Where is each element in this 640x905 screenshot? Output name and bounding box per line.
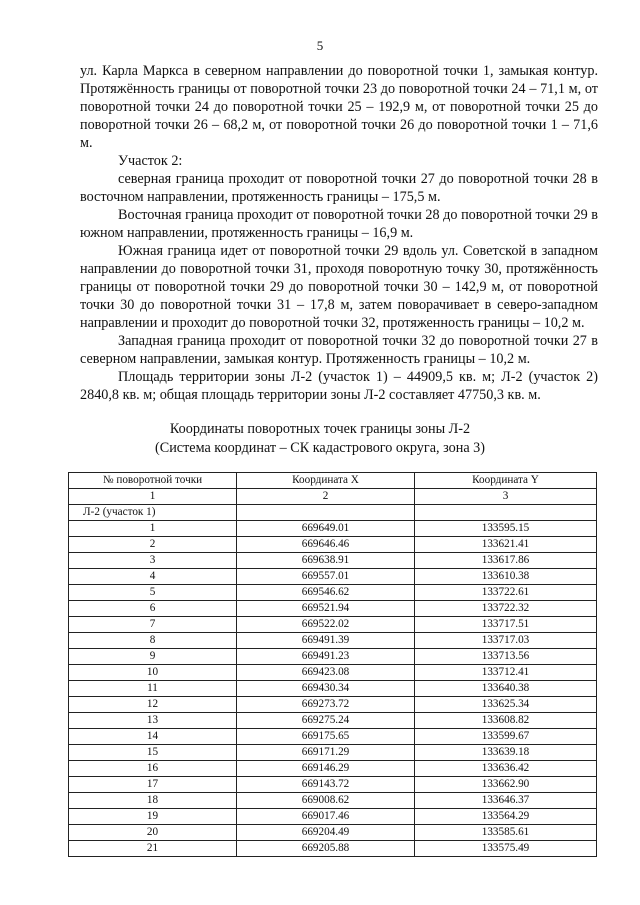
coordinate-y-cell: 133639.18 — [415, 745, 597, 761]
point-number-cell: 11 — [69, 681, 237, 697]
table-row — [69, 713, 597, 729]
table-row — [69, 585, 597, 601]
coordinate-x-cell: 669557.01 — [237, 569, 415, 585]
coordinate-y-cell: 133585.61 — [415, 825, 597, 841]
coordinate-x-cell: 669146.29 — [237, 761, 415, 777]
paragraph-east-border: Восточная граница проходит от поворотной точки 28 до поворотной точки 29 в южном направлении, протяженность границы – 16,9 м. — [80, 207, 598, 241]
point-number-cell: 13 — [69, 713, 237, 729]
column-number: 1 — [69, 489, 237, 505]
coordinate-y-cell: 133564.29 — [415, 809, 597, 825]
coordinate-x-cell: 669008.62 — [237, 793, 415, 809]
coordinate-y-cell: 133722.61 — [415, 585, 597, 601]
table-row — [69, 745, 597, 761]
point-number-cell: 9 — [69, 649, 237, 665]
table-row — [69, 617, 597, 633]
coordinate-y-cell: 133608.82 — [415, 713, 597, 729]
paragraph-north-border: северная граница проходит от поворотной точки 27 до поворотной точки 28 в восточном направлении, протяженность границы – 175,5 м. — [80, 171, 598, 205]
coordinate-y-cell: 133595.15 — [415, 521, 597, 537]
empty-cell — [237, 505, 415, 521]
coordinate-y-cell: 133575.49 — [415, 841, 597, 857]
header-coordinate-y: Координата Y — [415, 473, 597, 489]
table-row — [69, 761, 597, 777]
table-row — [69, 601, 597, 617]
coordinate-x-cell: 669491.39 — [237, 633, 415, 649]
table-row — [69, 633, 597, 649]
coordinate-x-cell: 669143.72 — [237, 777, 415, 793]
coordinate-y-cell: 133722.32 — [415, 601, 597, 617]
coordinate-x-cell: 669521.94 — [237, 601, 415, 617]
table-row — [69, 809, 597, 825]
point-number-cell: 19 — [69, 809, 237, 825]
paragraph-plot2-heading: Участок 2: — [118, 153, 183, 169]
coordinate-x-cell: 669171.29 — [237, 745, 415, 761]
point-number-cell: 4 — [69, 569, 237, 585]
coordinate-x-cell: 669546.62 — [237, 585, 415, 601]
point-number-cell: 6 — [69, 601, 237, 617]
header-coordinate-x: Координата X — [237, 473, 415, 489]
section-label: Л-2 (участок 1) — [69, 505, 237, 521]
page-number: 5 — [316, 38, 324, 53]
point-number-cell: 8 — [69, 633, 237, 649]
paragraph-south-border: Южная граница идет от поворотной точки 29 вдоль ул. Советской в западном направлении до поворотной точки 31, проходя поворотную точку 30, протяжённость границы от поворотной точки 29 до поворотной точки 30 – 142,9 м, от поворотной точки 30 до поворотной точки 31 – 17,8 м, затем поворачивает в северо-западном направлении и проходит до поворотной точки 32, протяженность границы – 10,2 м. — [80, 243, 598, 331]
coordinate-y-cell: 133625.34 — [415, 697, 597, 713]
coordinate-x-cell: 669175.65 — [237, 729, 415, 745]
point-number-cell: 1 — [69, 521, 237, 537]
coordinate-x-cell: 669017.46 — [237, 809, 415, 825]
paragraph-west-border: Западная граница проходит от поворотной точки 32 до поворотной точки 27 в северном направлении, замыкая контур. Протяженность границы – 10,2 м. — [80, 333, 598, 367]
table-row — [69, 729, 597, 745]
point-number-cell: 18 — [69, 793, 237, 809]
coordinate-y-cell: 133640.38 — [415, 681, 597, 697]
table-row — [69, 649, 597, 665]
coordinate-x-cell: 669491.23 — [237, 649, 415, 665]
table-row — [69, 697, 597, 713]
paragraph-area: Площадь территории зоны Л-2 (участок 1) – 44909,5 кв. м; Л-2 (участок 2) 2840,8 кв. м; общая площадь территории зоны Л-2 составляет 47750,3 кв. м. — [80, 369, 598, 403]
point-number-cell: 2 — [69, 537, 237, 553]
point-number-cell: 12 — [69, 697, 237, 713]
table-row — [69, 681, 597, 697]
point-number-cell: 10 — [69, 665, 237, 681]
coordinate-y-cell: 133712.41 — [415, 665, 597, 681]
point-number-cell: 7 — [69, 617, 237, 633]
coordinate-y-cell: 133646.37 — [415, 793, 597, 809]
point-number-cell: 20 — [69, 825, 237, 841]
coordinate-y-cell: 133610.38 — [415, 569, 597, 585]
coordinate-y-cell: 133717.03 — [415, 633, 597, 649]
table-row — [69, 553, 597, 569]
table-row — [69, 537, 597, 553]
column-number: 3 — [415, 489, 597, 505]
table-row — [69, 569, 597, 585]
table-caption-coordinate-system: (Система координат – СК кадастрового округа, зона 3) — [155, 440, 485, 456]
coordinate-x-cell: 669275.24 — [237, 713, 415, 729]
coordinate-x-cell: 669646.46 — [237, 537, 415, 553]
table-row — [69, 793, 597, 809]
coordinate-x-cell: 669638.91 — [237, 553, 415, 569]
header-point-number: № поворотной точки — [69, 473, 237, 489]
coordinate-y-cell: 133636.42 — [415, 761, 597, 777]
point-number-cell: 21 — [69, 841, 237, 857]
table-row — [69, 521, 597, 537]
table-header-row — [69, 473, 597, 489]
body-text — [80, 62, 598, 404]
coordinate-x-cell: 669649.01 — [237, 521, 415, 537]
table-column-numbers-row — [69, 489, 597, 505]
coordinate-y-cell: 133617.86 — [415, 553, 597, 569]
point-number-cell: 14 — [69, 729, 237, 745]
table-row — [69, 825, 597, 841]
table-row — [69, 841, 597, 857]
coordinate-y-cell: 133717.51 — [415, 617, 597, 633]
coordinate-y-cell: 133662.90 — [415, 777, 597, 793]
paragraph-plot1-end: ул. Карла Маркса в северном направлении до поворотной точки 1, замыкая контур. Протяжённость границы от поворотной точки 23 до поворотной точки 24 – 71,1 м, от поворотной точки 24 до поворотной точки 25 – 192,9 м, от поворотной точки 25 до поворотной точки 26 – 68,2 м, от поворотной точки 26 до поворотной точки 1 – 71,6 м. — [80, 63, 598, 151]
table-caption-title: Координаты поворотных точек границы зоны Л-2 — [169, 421, 471, 437]
coordinate-x-cell: 669522.02 — [237, 617, 415, 633]
point-number-cell: 15 — [69, 745, 237, 761]
table-section-row — [69, 505, 597, 521]
coordinates-table — [68, 472, 597, 857]
coordinate-x-cell: 669273.72 — [237, 697, 415, 713]
table-row — [69, 665, 597, 681]
point-number-cell: 17 — [69, 777, 237, 793]
empty-cell — [415, 505, 597, 521]
point-number-cell: 5 — [69, 585, 237, 601]
coordinate-x-cell: 669204.49 — [237, 825, 415, 841]
coordinate-x-cell: 669423.08 — [237, 665, 415, 681]
table-caption — [0, 420, 640, 458]
point-number-cell: 3 — [69, 553, 237, 569]
coordinate-x-cell: 669430.34 — [237, 681, 415, 697]
point-number-cell: 16 — [69, 761, 237, 777]
column-number: 2 — [237, 489, 415, 505]
table-row — [69, 777, 597, 793]
coordinate-x-cell: 669205.88 — [237, 841, 415, 857]
coordinate-y-cell: 133621.41 — [415, 537, 597, 553]
coordinate-y-cell: 133599.67 — [415, 729, 597, 745]
coordinate-y-cell: 133713.56 — [415, 649, 597, 665]
